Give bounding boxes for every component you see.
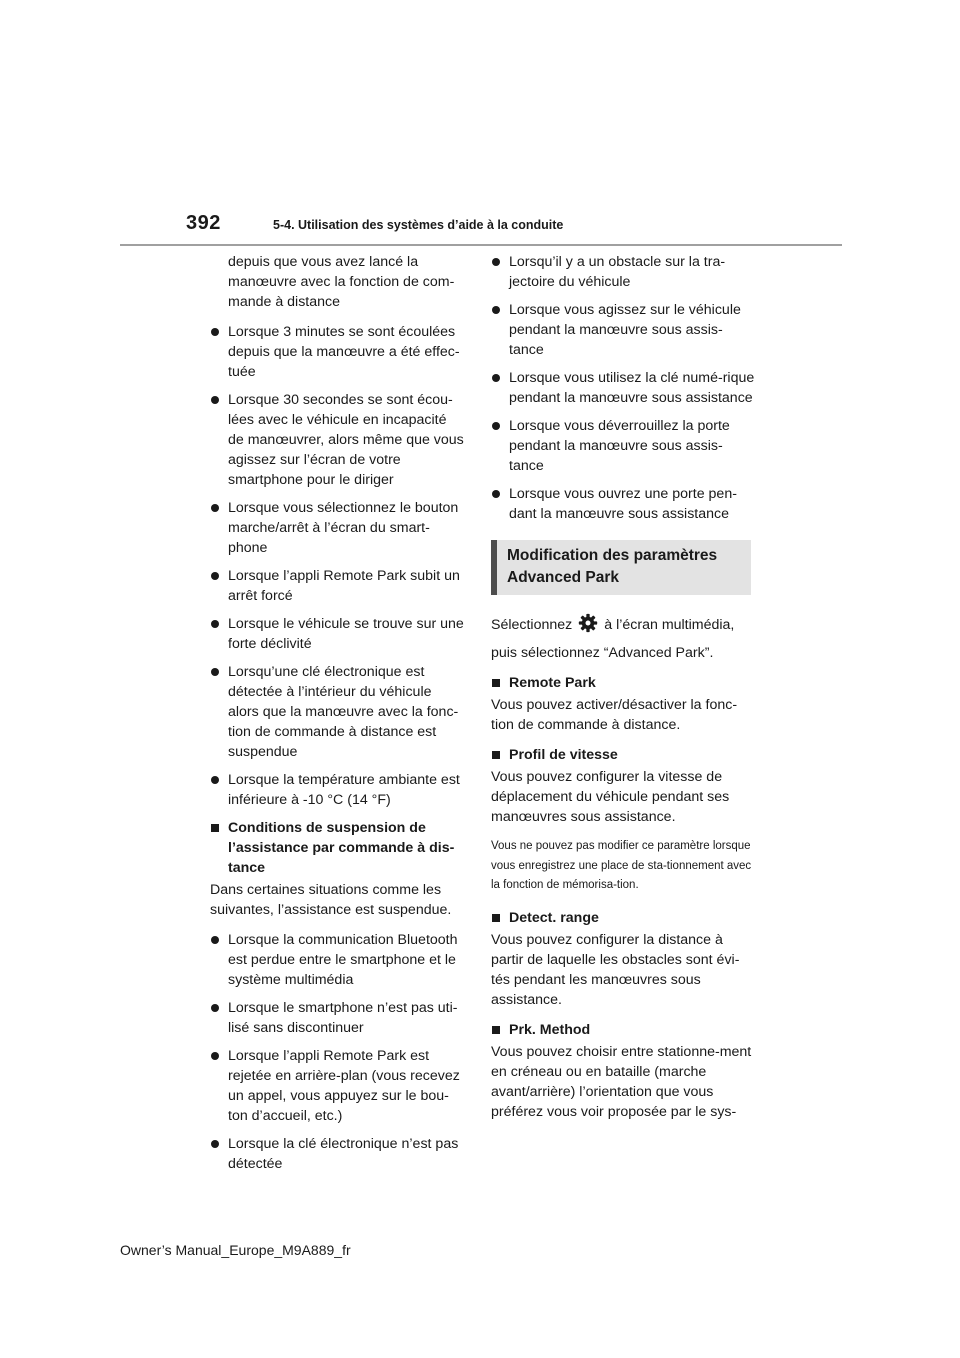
select-after-text: à l’écran multimédia,: [604, 617, 735, 633]
list-item: Lorsque l’appli Remote Park est rejetée en arrière-plan (vous recevez un appel, vous appuyez sur le bou-ton d’accueil, etc.): [210, 1046, 466, 1126]
list-item: Lorsqu’il y a un obstacle sur la tra-jectoire du véhicule: [491, 252, 755, 292]
select-instruction: [491, 613, 755, 635]
section-title: 5-4. Utilisation des systèmes d’aide à la conduite: [273, 218, 564, 232]
list-item: Lorsque 30 secondes se sont écou-lées avec le véhicule en incapacité de manœuvrer, alors même que vous agissez sur l’écran de votre smartphone pour le diriger: [210, 390, 466, 490]
left-column: [210, 252, 466, 1182]
list-item: Lorsque 3 minutes se sont écoulées depuis que la manœuvre a été effec-tuée: [210, 322, 466, 382]
item-text-speed-profile: Vous pouvez configurer la vitesse de déplacement du véhicule pendant ses manœuvres sous assistance.: [491, 769, 730, 825]
item-text-detect-range: Vous pouvez configurer la distance à partir de laquelle les obstacles sont évi-tés pendant les manœuvres sous assistance.: [491, 931, 740, 1008]
list-item: Lorsque le smartphone n’est pas uti-lisé sans discontinuer: [210, 998, 466, 1038]
gear-icon: [578, 613, 598, 633]
footer-text: Owner’s Manual_Europe_M9A889_fr: [120, 1242, 351, 1258]
list-item: Lorsque le véhicule se trouve sur une forte déclivité: [210, 614, 466, 654]
list-item: Lorsque vous utilisez la clé numé-rique pendant la manœuvre sous assistance: [491, 368, 755, 408]
page-number: 392: [186, 212, 221, 234]
item-text-remote-park: Vous pouvez activer/désactiver la fonc-tion de commande à distance.: [491, 697, 738, 733]
item-title-detect-range: Detect. range: [491, 908, 755, 928]
item-note-speed-profile: Vous ne pouvez pas modifier ce paramètre lorsque vous enregistrez une place de sta-tionnement avec la fonction de mémorisa-tion.: [491, 840, 752, 891]
list-item: Lorsque l’appli Remote Park subit un arrêt forcé: [210, 566, 466, 606]
item-text-park-method: Vous pouvez choisir entre stationne-ment en créneau ou en bataille (marche avant/arrière) l’orientation que vous préférez vous voir proposée par le sys-: [491, 1043, 752, 1120]
list-item: Lorsque vous ouvrez une porte pen-dant la manœuvre sous assistance: [491, 484, 755, 524]
right-column: [491, 252, 755, 1132]
continuation-text: depuis que vous avez lancé la manœuvre avec la fonction de com-mande à distance: [228, 254, 455, 310]
list-item: Lorsque la température ambiante est inférieure à -10 °C (14 °F): [210, 770, 466, 810]
item-title-remote-park: Remote Park: [491, 673, 755, 693]
select-instruction-line2: puis sélectionnez “Advanced Park”.: [491, 645, 714, 661]
subheading-suspension: Conditions de suspension de l’assistance par commande à dis-tance: [210, 818, 466, 878]
settings-heading: Modification des paramètres Advanced Park: [491, 540, 751, 595]
header-divider: [120, 244, 842, 246]
item-title-speed-profile: Profil de vitesse: [491, 745, 755, 765]
list-item: Lorsque la clé électronique n’est pas détectée: [210, 1134, 466, 1174]
list-item: Lorsque vous sélectionnez le bouton marche/arrêt à l’écran du smart-phone: [210, 498, 466, 558]
intro-text: Dans certaines situations comme les suivantes, l’assistance est suspendue.: [210, 882, 452, 918]
item-title-park-method: Prk. Method: [491, 1020, 755, 1040]
list-item: Lorsque vous agissez sur le véhicule pendant la manœuvre sous assis-tance: [491, 300, 755, 360]
list-item: Lorsque la communication Bluetooth est perdue entre le smartphone et le système multimédia: [210, 930, 466, 990]
list-item: Lorsqu’une clé électronique est détectée à l’intérieur du véhicule alors que la manœuvre avec la fonc-tion de commande à distance est suspendue: [210, 662, 466, 762]
list-item: Lorsque vous déverrouillez la porte pendant la manœuvre sous assis-tance: [491, 416, 755, 476]
select-before-text: Sélectionnez: [491, 617, 573, 633]
